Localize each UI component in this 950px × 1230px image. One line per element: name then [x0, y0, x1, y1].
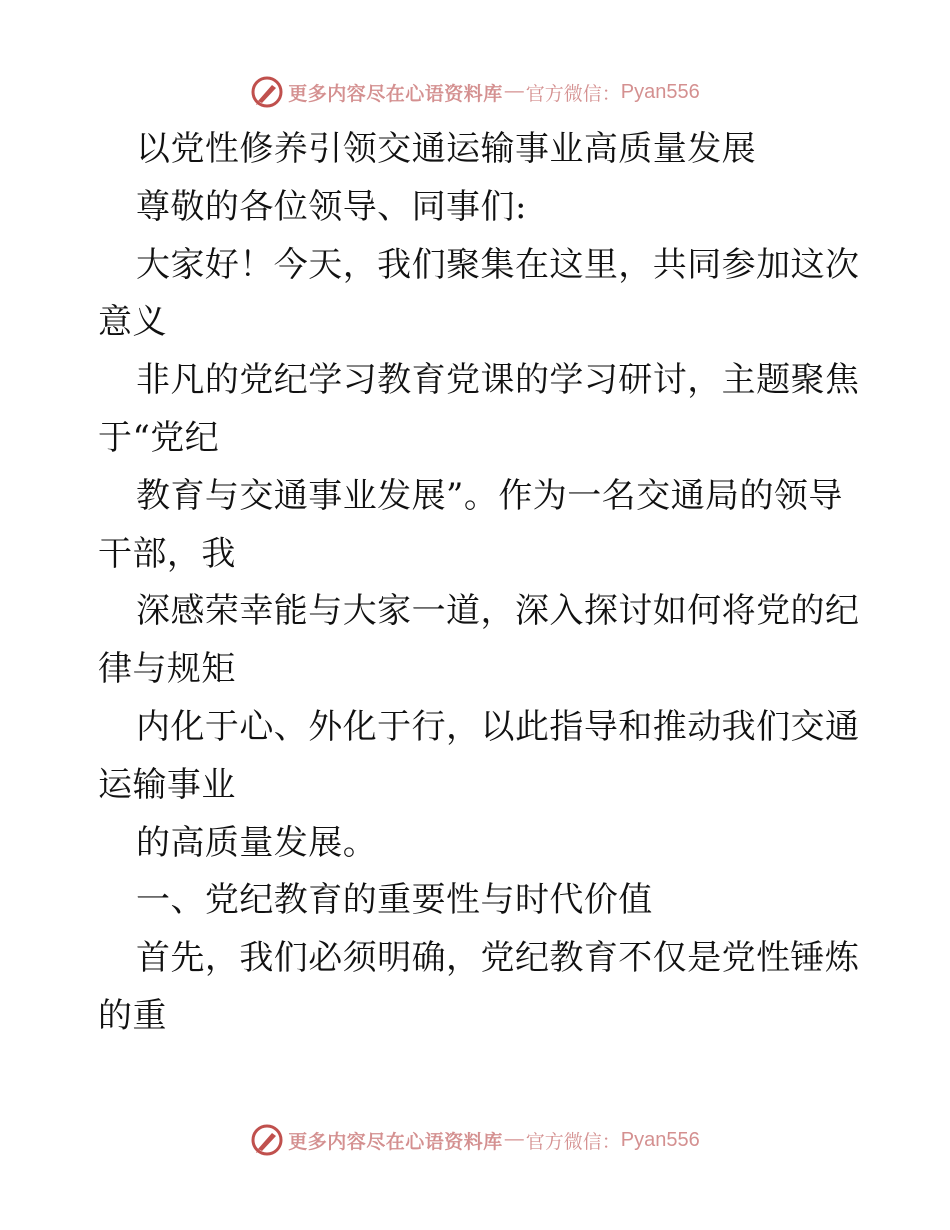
text-line: 大家好！今天，我们聚集在这里，共同参加这次	[136, 244, 860, 285]
document-body	[98, 121, 868, 1046]
watermark-title: 更多内容尽在心语资料库	[288, 82, 503, 105]
text-line: 于“党纪	[98, 417, 220, 458]
text-line: 的高质量发展。	[136, 822, 378, 863]
section-heading: 一、党纪教育的重要性与时代价值	[136, 880, 653, 921]
text-line: 运输事业	[98, 764, 236, 805]
text-line: 内化于心、外化于行，以此指导和推动我们交通	[136, 706, 860, 747]
text-line: 非凡的党纪学习教育党课的学习研讨，主题聚焦	[136, 360, 860, 401]
watermark-dash: —	[504, 81, 524, 102]
text-line: 意义	[98, 302, 167, 343]
watermark-wechat-id: Pyan556	[620, 80, 700, 103]
text-line: 教育与交通事业发展”。作为一名交通局的领导	[136, 475, 843, 516]
watermark-dash: —	[504, 1129, 524, 1150]
watermark-title: 更多内容尽在心语资料库	[288, 1130, 503, 1153]
watermark-wechat-id: Pyan556	[620, 1128, 700, 1151]
text-line: 的重	[98, 995, 167, 1036]
text-line: 律与规矩	[98, 649, 236, 690]
watermark-subtitle: 官方微信：	[525, 82, 621, 105]
header-watermark	[0, 72, 950, 112]
pen-logo-icon	[250, 75, 284, 109]
text-line: 干部，我	[98, 533, 236, 574]
salutation: 尊敬的各位领导、同事们:	[136, 186, 527, 227]
text-line: 首先，我们必须明确，党纪教育不仅是党性锤炼	[136, 938, 860, 979]
text-line: 深感荣幸能与大家一道，深入探讨如何将党的纪	[136, 591, 860, 632]
watermark-subtitle: 官方微信：	[525, 1130, 621, 1153]
document-title: 以党性修养引领交通运输事业高质量发展	[136, 129, 757, 169]
footer-watermark	[0, 1120, 950, 1160]
pen-logo-icon	[250, 1123, 284, 1157]
